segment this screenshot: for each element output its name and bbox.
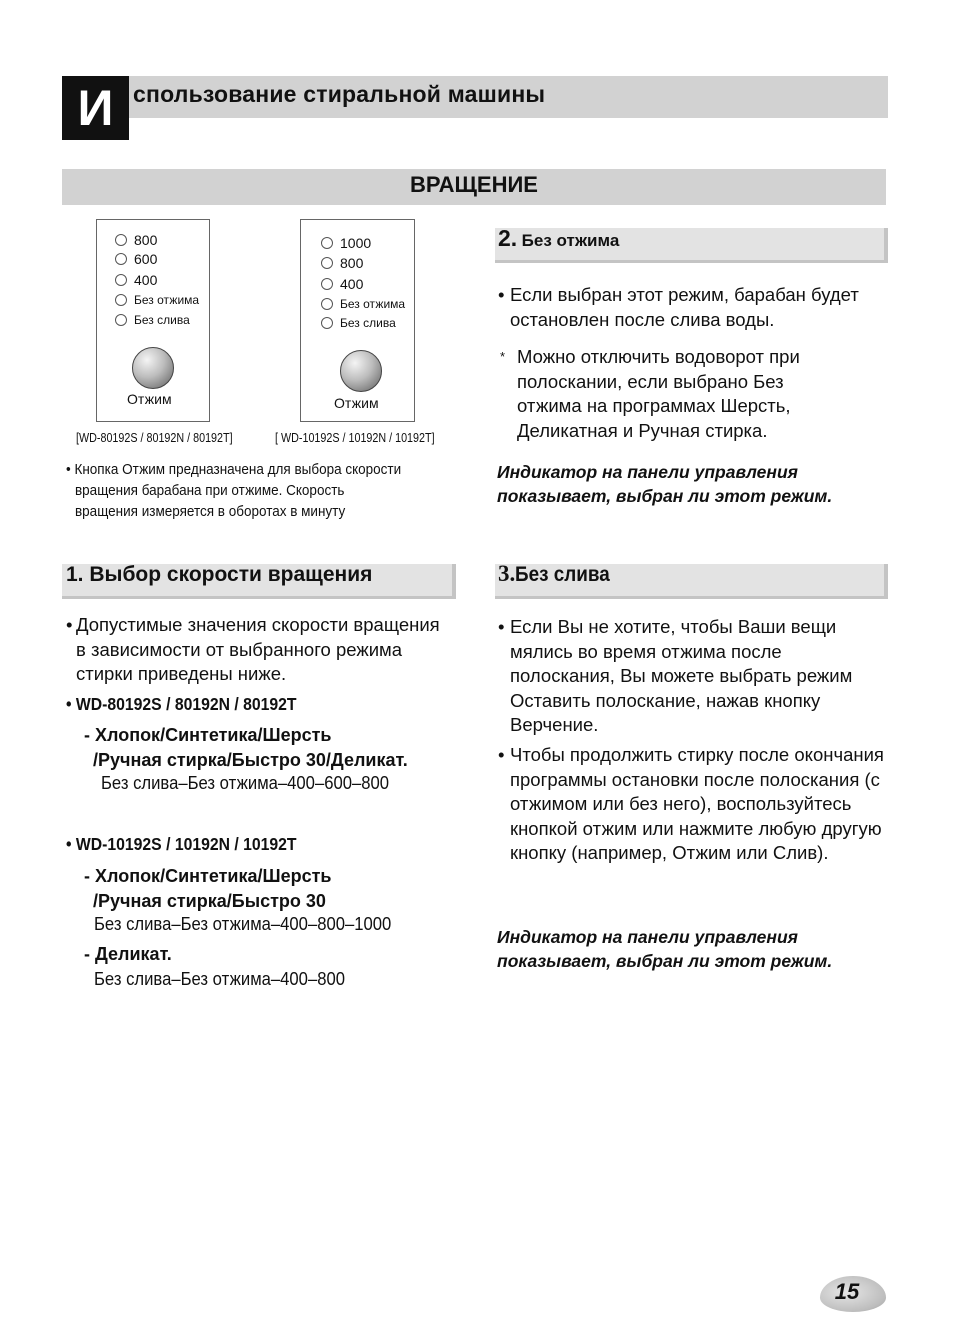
panel-caption: [ WD-10192S / 10192N / 10192T]	[275, 431, 435, 445]
model-b-programs: - Хлопок/Синтетика/Шерсть /Ручная стирка/Быстро 30	[84, 866, 332, 911]
indicator-light-icon	[321, 237, 333, 249]
indicator-light-icon	[115, 274, 127, 286]
speed-option: Без слива	[115, 313, 190, 327]
spin-button-label: Отжим	[334, 395, 379, 411]
indicator-light-icon	[321, 278, 333, 290]
section-3-indicator-note: Индикатор на панели управления показывает, выбран ли этот режим.	[497, 927, 833, 971]
indicator-light-icon	[115, 294, 127, 306]
speed-option: 400	[321, 276, 363, 292]
indicator-light-icon	[115, 314, 127, 326]
model-a-title: • WD-80192S / 80192N / 80192T	[66, 694, 297, 714]
indicator-light-icon	[115, 234, 127, 246]
spin-button-icon	[340, 350, 382, 392]
speed-option: Без отжима	[115, 293, 199, 307]
panel-caption: [WD-80192S / 80192N / 80192T]	[76, 431, 233, 445]
intro-note: • Кнопка Отжим предназначена для выбора скорости вращения барабана при отжиме. Скорость вращения измеряется в оборотах в минуту	[66, 461, 402, 520]
speed-option: 800	[321, 255, 363, 271]
section-title: ВРАЩЕНИЕ	[410, 172, 538, 197]
indicator-light-icon	[321, 317, 333, 329]
speed-option: 400	[115, 272, 157, 288]
indicator-light-icon	[321, 298, 333, 310]
indicator-light-icon	[115, 253, 127, 265]
section-3-bullet-1: • Если Вы не хотите, чтобы Ваши вещи мялись во время отжима после полоскания, Вы можете выбрать режим Оставить полоскание, нажав кнопку Верчение.	[498, 616, 853, 735]
section-2-bullet: • Если выбран этот режим, барабан будет остановлен после слива воды.	[498, 284, 859, 330]
model-a-programs: - Хлопок/Синтетика/Шерсть /Ручная стирка/Быстро 30/Деликат.	[84, 725, 408, 770]
model-b-delicate: - Деликат.	[84, 944, 172, 964]
spin-button-label: Отжим	[127, 391, 172, 407]
section-3-heading: 3.Без слива	[498, 561, 611, 586]
speed-option: 600	[115, 251, 157, 267]
indicator-light-icon	[321, 257, 333, 269]
model-b-speeds: Без слива–Без отжима–400–800–1000	[94, 913, 392, 934]
speed-option: Без слива	[321, 316, 396, 330]
page-title: спользование стиральной машины	[133, 81, 546, 107]
section-2-heading: 2. Без отжима	[498, 225, 620, 251]
spin-button-icon	[132, 347, 174, 389]
section-1-intro-bullet: • Допустимые значения скорости вращения в зависимости от выбранного режима стирки приведены ниже.	[66, 614, 440, 684]
model-a-speeds: Без слива–Без отжима–400–600–800	[101, 772, 390, 793]
control-panel-80192	[96, 219, 210, 422]
model-b-title: • WD-10192S / 10192N / 10192T	[66, 834, 297, 854]
speed-option: Без отжима	[321, 297, 405, 311]
speed-option: 1000	[321, 235, 371, 251]
page-number: 15	[834, 1279, 860, 1304]
section-2-indicator-note: Индикатор на панели управления показывает, выбран ли этот режим.	[497, 462, 833, 506]
section-1-heading: 1. Выбор скорости вращения	[66, 563, 373, 586]
header-initial-letter: И	[62, 76, 129, 140]
model-b-delicate-speeds: Без слива–Без отжима–400–800	[94, 968, 345, 989]
section-3-bullet-2: • Чтобы продолжить стирку после окончания программы остановки после полоскания (с отжимом или без него), воспользуйтесь кнопкой отжим или нажмите любую другую кнопку (например, Отжим или Слив).	[498, 744, 884, 863]
section-2-note: * Можно отключить водоворот при полоскании, если выбрано Без отжима на программах Шерсть, Деликатная и Ручная стирка.	[500, 346, 800, 441]
speed-option: 800	[115, 232, 157, 248]
control-panel-10192	[300, 219, 415, 422]
